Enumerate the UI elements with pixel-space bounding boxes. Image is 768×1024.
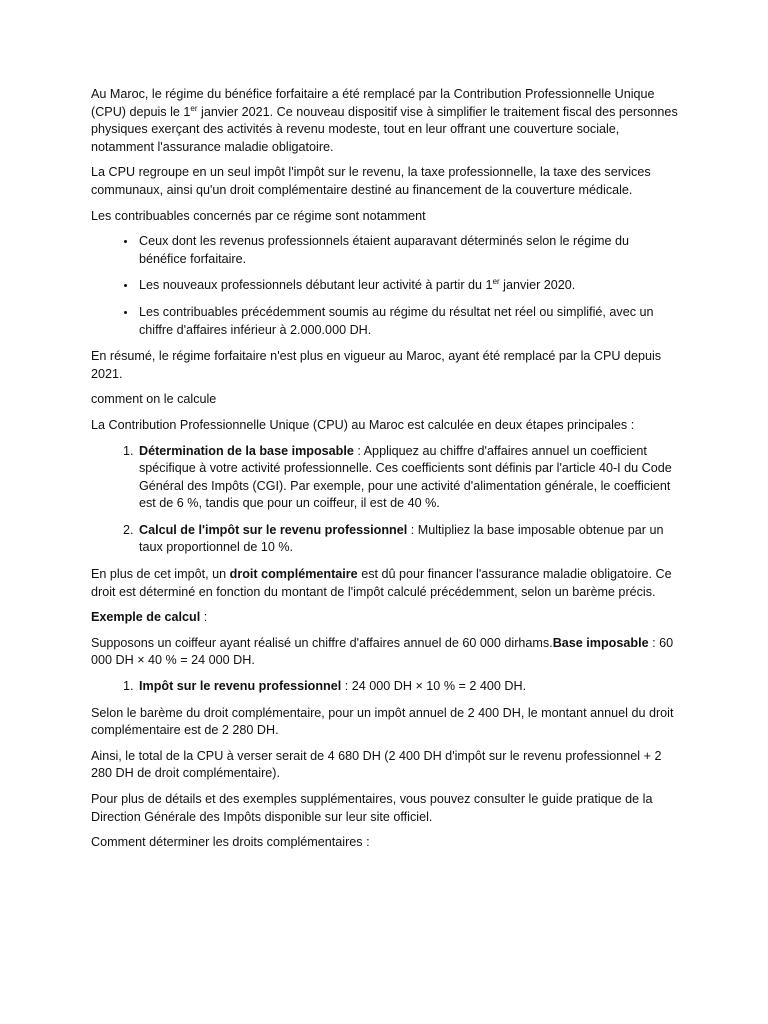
document-page xyxy=(91,86,679,860)
intro-text-b: janvier 2021. Ce nouveau dispositif vise à simplifier le traitement fiscal des personnes physiques exerçant des activités à revenu modeste, tout en leur offrant une couverture sociale, notamment l'assurance maladie obligatoire. xyxy=(91,104,678,154)
example-paragraph: Supposons un coiffeur ayant réalisé un chiffre d'affaires annuel de 60 000 dirhams.Base imposable : 60 000 DH × 40 % = 24 000 DH. xyxy=(91,635,674,668)
list-item: 1. Détermination de la base imposable : Appliquez au chiffre d'affaires annuel un coefficient spécifique à votre activité professionnelle. Ces coefficients sont définis par l'article 40-I du Code Général des Impôts (CGI). Par exemple, pour une activité d'alimentation générale, le coefficient est de 6 %, tandis que pour un coiffeur, il est de 40 %. xyxy=(137,443,679,513)
list-item: 1. Impôt sur le revenu professionnel : 24 000 DH × 10 % = 2 400 DH. xyxy=(137,678,679,696)
step-title: Impôt sur le revenu professionnel xyxy=(139,679,342,694)
superscript-er: er xyxy=(190,103,198,113)
exemple-heading: Exemple de calcul : xyxy=(91,610,208,625)
calcul-intro-paragraph: La Contribution Professionnelle Unique (CPU) au Maroc est calculée en deux étapes principales : xyxy=(91,417,635,432)
list-item: • Ceux dont les revenus professionnels étaient auparavant déterminés selon le régime du bénéfice forfaitaire. xyxy=(137,233,679,268)
bareme-paragraph: Selon le barème du droit complémentaire, pour un impôt annuel de 2 400 DH, le montant annuel du droit complémentaire est de 2 280 DH. xyxy=(91,705,674,738)
droit-paragraph: En plus de cet impôt, un droit complémentaire est dû pour financer l'assurance maladie obligatoire. Ce droit est déterminé en fonction du montant de l'impôt calculé précédemment, selon un barème précis. xyxy=(91,567,672,599)
example-steps-list xyxy=(91,678,679,696)
step-title: Détermination de la base imposable xyxy=(139,443,354,458)
intro-paragraph xyxy=(91,86,679,156)
steps-list xyxy=(91,443,679,558)
list-item: 2. Calcul de l'impôt sur le revenu professionnel : Multipliez la base imposable obtenue par un taux proportionnel de 10 %. xyxy=(137,522,679,557)
resume-paragraph: En résumé, le régime forfaitaire n'est plus en vigueur au Maroc, ayant été remplacé par la CPU depuis 2021. xyxy=(91,349,662,381)
list-item: • Les contribuables précédemment soumis au régime du résultat net réel ou simplifié, avec un chiffre d'affaires inférieur à 2.000.000 DH. xyxy=(137,304,679,339)
contribuables-paragraph: Les contribuables concernés par ce régime sont notamment xyxy=(91,208,426,223)
question-paragraph: comment on le calcule xyxy=(91,392,217,407)
droits-question-paragraph: Comment déterminer les droits complémentaires : xyxy=(91,835,370,850)
details-paragraph: Pour plus de détails et des exemples supplémentaires, vous pouvez consulter le guide pratique de la Direction Générale des Impôts disponible sur leur site officiel. xyxy=(91,792,653,824)
step-title: Calcul de l'impôt sur le revenu professionnel xyxy=(139,522,408,537)
contribuables-list xyxy=(91,233,679,339)
intro-text-a: Au Maroc, le régime du bénéfice forfaitaire a été remplacé par la Contribution Professionnelle Unique (CPU) depuis le 1 xyxy=(91,87,655,119)
superscript-er: er xyxy=(492,277,500,287)
total-paragraph: Ainsi, le total de la CPU à verser serait de 4 680 DH (2 400 DH d'impôt sur le revenu professionnel + 2 280 DH de droit complémentaire). xyxy=(91,748,662,781)
cpu-paragraph: La CPU regroupe en un seul impôt l'impôt sur le revenu, la taxe professionnelle, la taxe des services communaux, ainsi qu'un droit complémentaire destiné au financement de la couverture médicale. xyxy=(91,165,651,197)
list-item: • Les nouveaux professionnels débutant leur activité à partir du 1er janvier 2020. xyxy=(137,277,679,295)
